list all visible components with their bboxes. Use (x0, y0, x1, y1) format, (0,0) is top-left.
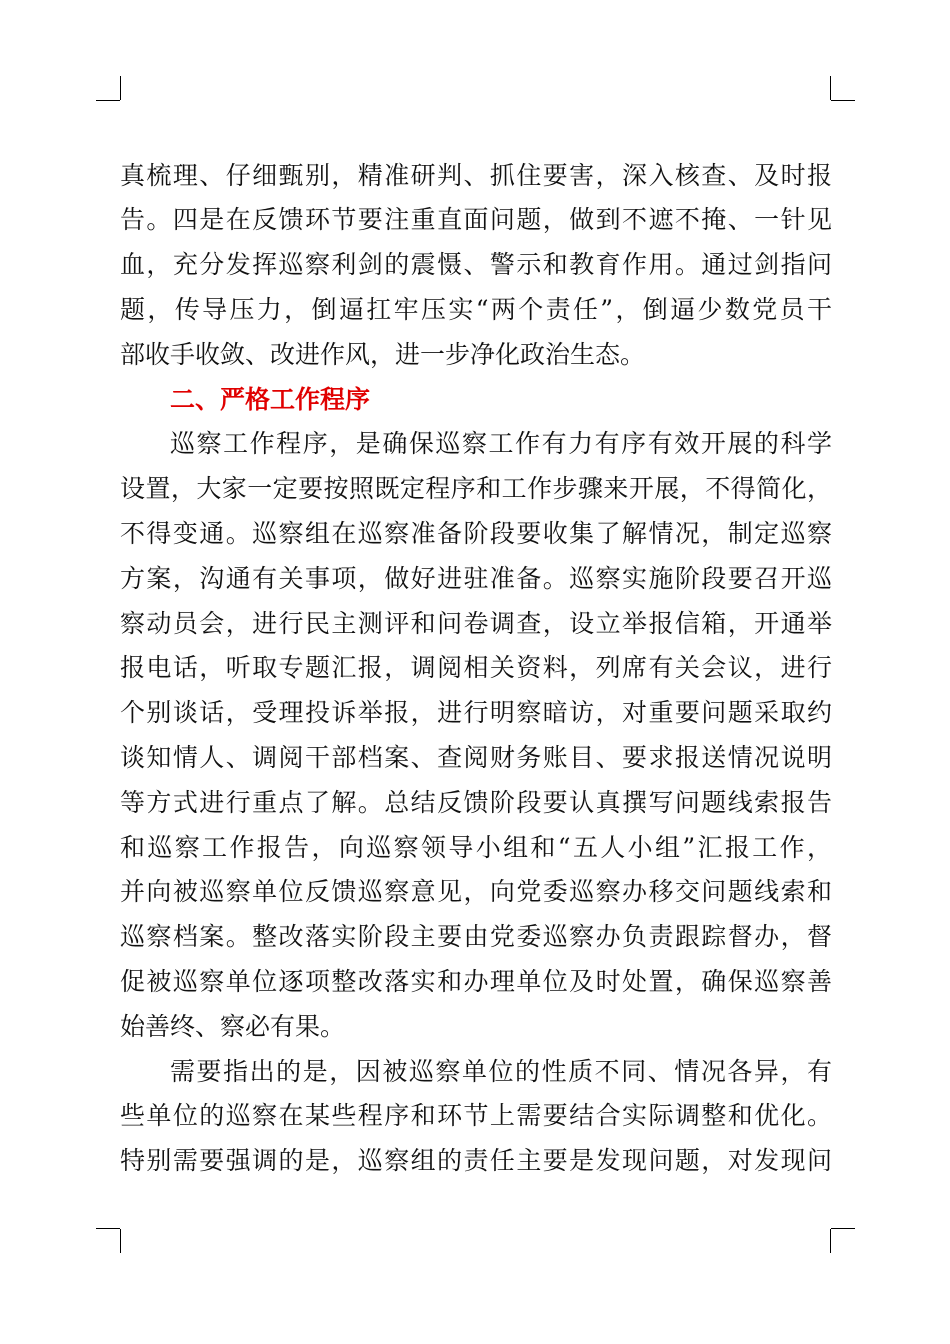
paragraph-3-line-3: 特别需要强调的是，巡察组的责任主要是发现问题，对发现问 (120, 1146, 832, 1175)
section-heading: 二、严格工作程序 (170, 385, 371, 414)
crop-mark-bottom-left (120, 1228, 121, 1229)
paragraph-1-line-5: 部收手收敛、改进作风，进一步净化政治生态。 (120, 340, 646, 369)
paragraph-2-line-11: 并向被巡察单位反馈巡察意见，向党委巡察办移交问题线索和 (120, 877, 832, 906)
paragraph-1-line-4: 题，传导压力，倒逼扛牢压实“两个责任”，倒逼少数党员干 (120, 295, 832, 324)
crop-mark-top-right (830, 100, 831, 101)
paragraph-3-line-2: 些单位的巡察在某些程序和环节上需要结合实际调整和优化。 (120, 1101, 832, 1130)
paragraph-2-line-10: 和巡察工作报告，向巡察领导小组和“五人小组”汇报工作， (120, 833, 832, 862)
paragraph-1-line-1: 真梳理、仔细甄别，精准研判、抓住要害，深入核查、及时报 (120, 161, 832, 190)
paragraph-3-line-1: 需要指出的是，因被巡察单位的性质不同、情况各异，有 (170, 1057, 832, 1086)
paragraph-2-line-12: 巡察档案。整改落实阶段主要由党委巡察办负责跟踪督办，督 (120, 922, 832, 951)
crop-mark-bottom-right (830, 1228, 831, 1229)
paragraph-2-line-14: 始善终、察必有果。 (120, 1012, 346, 1041)
paragraph-2-line-3: 不得变通。巡察组在巡察准备阶段要收集了解情况，制定巡察 (120, 519, 832, 548)
paragraph-2-line-6: 报电话，听取专题汇报，调阅相关资料，列席有关会议，进行 (120, 653, 832, 682)
paragraph-2-line-4: 方案，沟通有关事项，做好进驻准备。巡察实施阶段要召开巡 (120, 564, 832, 593)
paragraph-2-line-2: 设置，大家一定要按照既定程序和工作步骤来开展，不得简化， (120, 474, 832, 503)
paragraph-1-line-3: 血，充分发挥巡察利剑的震慑、警示和教育作用。通过剑指问 (120, 250, 832, 279)
paragraph-2-line-9: 等方式进行重点了解。总结反馈阶段要认真撰写问题线索报告 (120, 788, 832, 817)
crop-mark-top-left (120, 100, 121, 101)
paragraph-2-line-13: 促被巡察单位逐项整改落实和办理单位及时处置，确保巡察善 (120, 967, 832, 996)
paragraph-2-line-1: 巡察工作程序，是确保巡察工作有力有序有效开展的科学 (170, 429, 832, 458)
paragraph-2-line-7: 个别谈话，受理投诉举报，进行明察暗访，对重要问题采取约 (120, 698, 832, 727)
paragraph-2-line-8: 谈知情人、调阅干部档案、查阅财务账目、要求报送情况说明 (120, 743, 832, 772)
paragraph-1-line-2: 告。四是在反馈环节要注重直面问题，做到不遮不掩、一针见 (120, 205, 832, 234)
paragraph-2-line-5: 察动员会，进行民主测评和问卷调查，设立举报信箱，开通举 (120, 609, 832, 638)
